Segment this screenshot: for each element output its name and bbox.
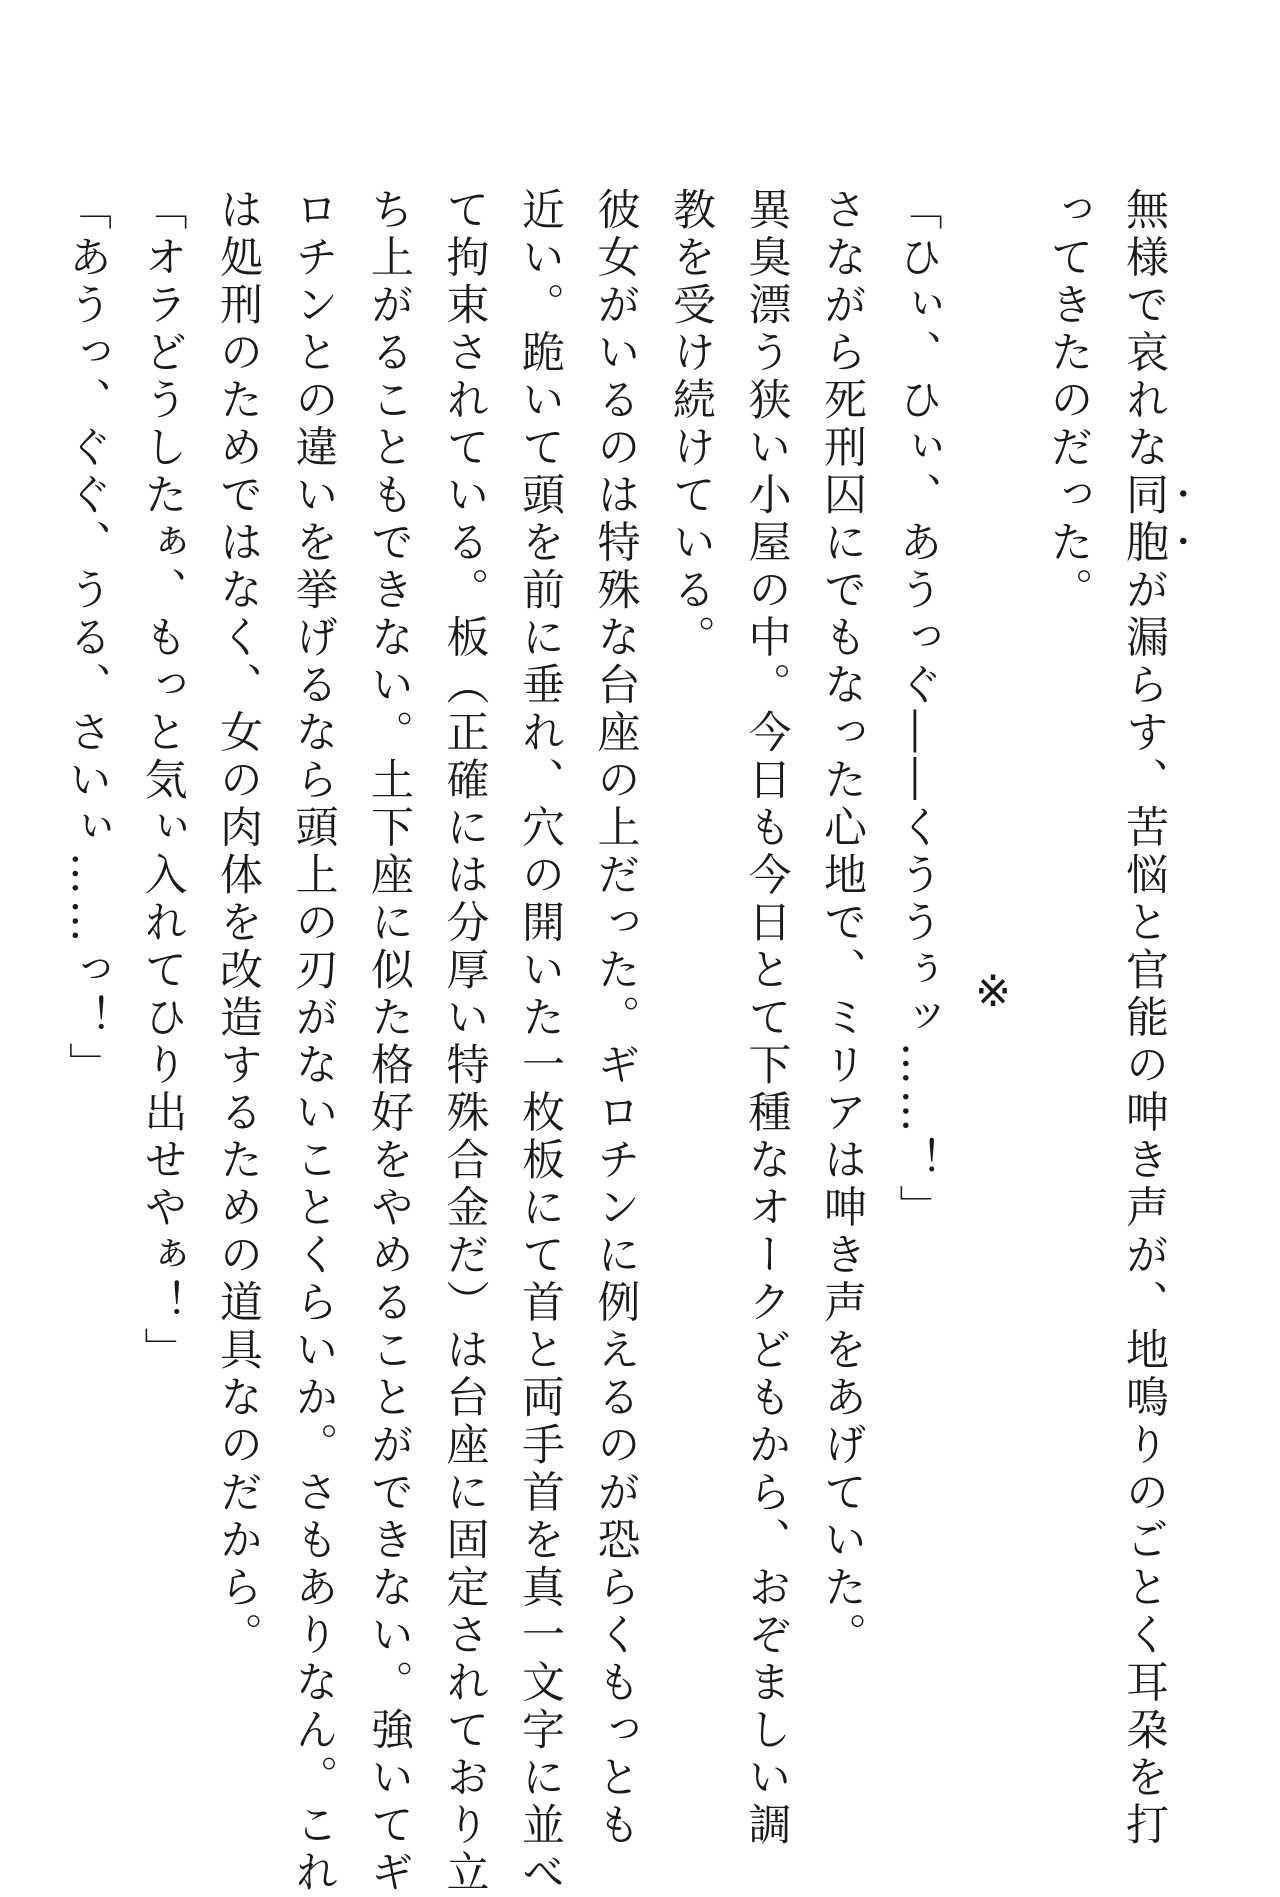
- text-line-7: さながら死刑囚にでもなった心地で、ミリアは呻き声をあげていた。: [817, 187, 867, 1660]
- dialogue-line-2: 「オラどうしたぁ、もっと気ぃ入れてひり出せやぁ！」: [137, 187, 188, 1375]
- text-line-13: ち上がることもできない。土下座に似た格好をやめることができない。強いてギ: [364, 187, 414, 1897]
- text-line-11: 近い。跪いて頭を前に垂れ、穴の開いた一枚板にて首と両手首を真一文字に並べ: [515, 187, 565, 1897]
- dialogue-line-1: 「ひぃ、ひぃ、あうっぐ――くううぅッ……！」: [892, 187, 943, 1232]
- section-break-mark: ※: [968, 967, 1018, 1022]
- text-line-15: は処刑のためではなく、女の肉体を改造するための道具なのだから。: [213, 187, 263, 1660]
- text-line-2: ってきたのだった。: [1043, 187, 1094, 615]
- text-line-10: 彼女がいるのは特殊な台座の上だった。ギロチンに例えるのが恐らくもっとも: [590, 187, 641, 1850]
- text-line-12: て拘束されている。板（正確には分厚い特殊合金だ）は台座に固定されており立: [439, 187, 490, 1897]
- text-line-14: ロチンとの違いを挙げるなら頭上の刃がないことくらいか。さもありなん。これ: [288, 187, 339, 1897]
- vertical-text-body: [49, 187, 1195, 1897]
- text-line-8: 異臭漂う狭い小屋の中。今日も今日とて下種なオークどもから、おぞましい調: [741, 187, 792, 1850]
- dialogue-line-3: 「あうっ、ぐぐ、うる、さいぃ……っ！」: [62, 187, 112, 1090]
- emphasis-dots-word: 同胞: [1119, 472, 1169, 567]
- text-line-9: 教を受け続けている。: [666, 187, 716, 662]
- text-line-1: 無様で哀れな同胞が漏らす、苦悩と官能の呻き声が、地鳴りのごとく耳朶を打: [1119, 187, 1169, 1850]
